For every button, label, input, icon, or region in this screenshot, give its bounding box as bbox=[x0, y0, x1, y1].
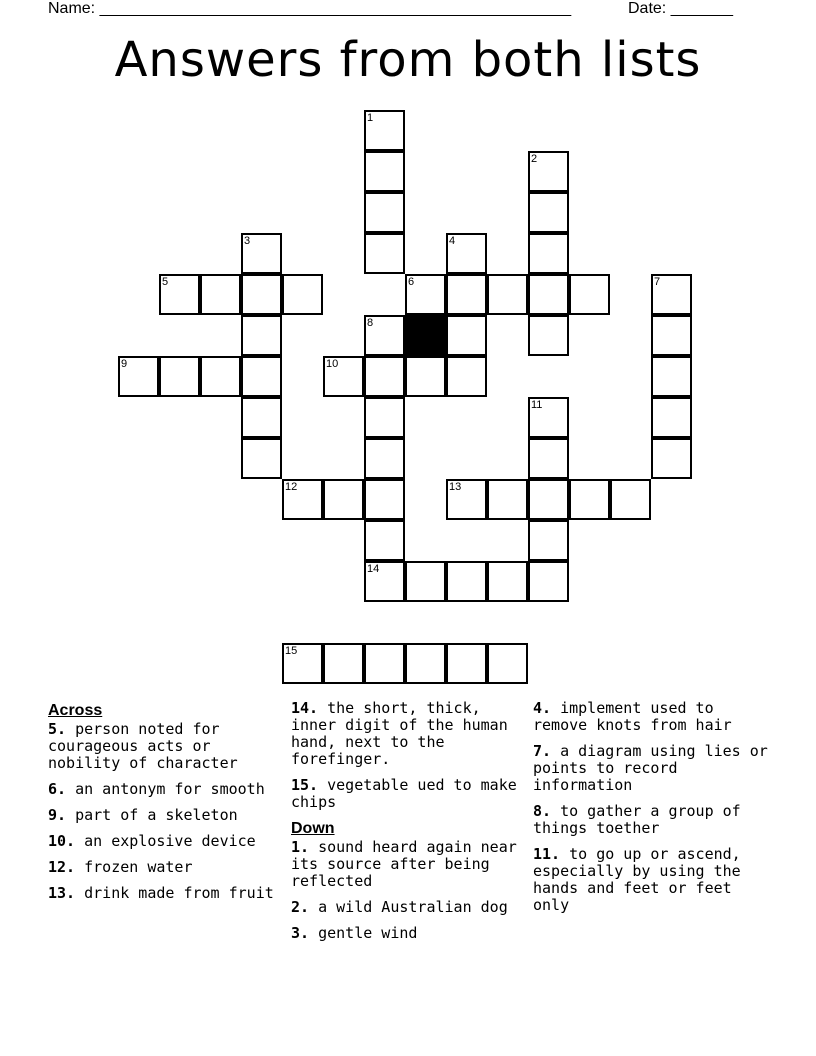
grid-cell[interactable] bbox=[323, 643, 364, 684]
down-clue bbox=[291, 839, 526, 890]
grid-cell[interactable] bbox=[446, 561, 487, 602]
grid-cell[interactable] bbox=[241, 356, 282, 397]
puzzle-title: Answers from both lists bbox=[114, 32, 702, 88]
across-clue bbox=[48, 885, 283, 902]
grid-cell[interactable] bbox=[528, 274, 569, 315]
grid-cell[interactable] bbox=[446, 356, 487, 397]
clue-text: implement used to remove knots from hair bbox=[533, 699, 732, 734]
grid-cell[interactable] bbox=[528, 561, 569, 602]
grid-cell[interactable] bbox=[528, 233, 569, 274]
clue-number: 14 bbox=[367, 563, 380, 575]
clue-number-label: 15. bbox=[291, 776, 319, 794]
clue-number: 10 bbox=[326, 358, 339, 370]
across-clue bbox=[48, 721, 283, 772]
grid-cell[interactable] bbox=[528, 479, 569, 520]
clues-column-3 bbox=[533, 700, 773, 923]
grid-cell[interactable] bbox=[487, 479, 528, 520]
grid-cell[interactable] bbox=[364, 438, 405, 479]
grid-cell[interactable] bbox=[528, 151, 569, 192]
across-clue bbox=[48, 781, 283, 798]
clue-number: 15 bbox=[285, 645, 298, 657]
grid-cell[interactable] bbox=[364, 233, 405, 274]
clue-number-label: 12. bbox=[48, 858, 76, 876]
clue-number: 13 bbox=[449, 481, 462, 493]
grid-cell[interactable] bbox=[651, 274, 692, 315]
clue-number: 8 bbox=[367, 317, 374, 329]
clue-number-label: 13. bbox=[48, 884, 76, 902]
grid-cell[interactable] bbox=[528, 520, 569, 561]
grid-cell[interactable] bbox=[446, 479, 487, 520]
grid-cell[interactable] bbox=[487, 274, 528, 315]
grid-cell[interactable] bbox=[446, 643, 487, 684]
grid-cell[interactable] bbox=[323, 479, 364, 520]
down-clue bbox=[291, 925, 526, 942]
clue-text: sound heard again near its source after being reflected bbox=[291, 838, 517, 890]
grid-cell[interactable] bbox=[364, 643, 405, 684]
grid-cell[interactable] bbox=[364, 315, 405, 356]
clue-number: 12 bbox=[285, 481, 298, 493]
down-clue-list-1 bbox=[291, 839, 526, 942]
across-clue bbox=[48, 833, 283, 850]
clue-number-label: 6. bbox=[48, 780, 67, 798]
grid-cell[interactable] bbox=[569, 274, 610, 315]
grid-cell[interactable] bbox=[528, 315, 569, 356]
grid-cell[interactable] bbox=[446, 274, 487, 315]
down-clue bbox=[533, 743, 773, 794]
clue-number: 4 bbox=[449, 235, 456, 247]
across-clue bbox=[291, 777, 526, 811]
across-clue bbox=[291, 700, 526, 768]
grid-cell[interactable] bbox=[487, 643, 528, 684]
grid-cell[interactable] bbox=[569, 479, 610, 520]
grid-block bbox=[405, 315, 446, 356]
grid-cell[interactable] bbox=[487, 561, 528, 602]
clue-text: frozen water bbox=[75, 858, 193, 876]
clues-column-2 bbox=[291, 700, 526, 951]
clue-number-label: 1. bbox=[291, 838, 310, 856]
down-heading: Down bbox=[291, 820, 335, 837]
clue-number-label: 3. bbox=[291, 924, 310, 942]
grid-cell[interactable] bbox=[364, 479, 405, 520]
grid-cell[interactable] bbox=[405, 356, 446, 397]
grid-cell[interactable] bbox=[159, 356, 200, 397]
grid-cell[interactable] bbox=[528, 192, 569, 233]
clue-text: part of a skeleton bbox=[66, 806, 238, 824]
grid-cell[interactable] bbox=[241, 233, 282, 274]
clue-number-label: 2. bbox=[291, 898, 310, 916]
grid-cell[interactable] bbox=[528, 397, 569, 438]
grid-cell[interactable] bbox=[364, 520, 405, 561]
grid-cell[interactable] bbox=[118, 356, 159, 397]
grid-cell[interactable] bbox=[159, 274, 200, 315]
clue-text: drink made from fruit bbox=[75, 884, 274, 902]
grid-cell[interactable] bbox=[610, 479, 651, 520]
grid-cell[interactable] bbox=[241, 315, 282, 356]
clue-number: 3 bbox=[244, 235, 251, 247]
clue-number-label: 7. bbox=[533, 742, 552, 760]
clue-text: an antonym for smooth bbox=[66, 780, 265, 798]
across-clue-list-2 bbox=[291, 700, 526, 811]
down-clue bbox=[291, 899, 526, 916]
grid-cell[interactable] bbox=[282, 643, 323, 684]
clue-text: person noted for courageous acts or nobility of character bbox=[48, 720, 238, 772]
clue-number-label: 5. bbox=[48, 720, 67, 738]
clue-text: to gather a group of things toether bbox=[533, 802, 741, 837]
across-heading: Across bbox=[48, 702, 103, 719]
clue-text: a diagram using lies or points to record information bbox=[533, 742, 768, 794]
clue-text: to go up or ascend, especially by using the hands and feet or feet only bbox=[533, 845, 741, 914]
grid-cell[interactable] bbox=[446, 233, 487, 274]
clue-number-label: 11. bbox=[533, 845, 561, 863]
down-clue bbox=[533, 846, 773, 914]
clue-number-label: 9. bbox=[48, 806, 67, 824]
down-clue-list-2 bbox=[533, 700, 773, 914]
grid-cell[interactable] bbox=[651, 438, 692, 479]
grid-cell[interactable] bbox=[282, 274, 323, 315]
grid-cell[interactable] bbox=[364, 192, 405, 233]
clue-number: 9 bbox=[121, 358, 128, 370]
date-field-label[interactable]: Date: _______ bbox=[628, 0, 733, 17]
clues-column-1 bbox=[48, 700, 283, 911]
clue-number: 6 bbox=[408, 276, 415, 288]
clue-text: an explosive device bbox=[75, 832, 256, 850]
clue-number-label: 10. bbox=[48, 832, 76, 850]
clue-text: a wild Australian dog bbox=[309, 898, 508, 916]
clue-text: the short, thick, inner digit of the human hand, next to the forefinger. bbox=[291, 699, 508, 768]
clue-number-label: 14. bbox=[291, 699, 319, 717]
down-clue bbox=[533, 700, 773, 734]
grid-cell[interactable] bbox=[200, 356, 241, 397]
across-clue bbox=[48, 807, 283, 824]
clue-text: gentle wind bbox=[309, 924, 418, 942]
grid-cell[interactable] bbox=[651, 397, 692, 438]
clue-number-label: 8. bbox=[533, 802, 552, 820]
name-field-label[interactable]: Name: _____________________________________________________ bbox=[48, 0, 572, 17]
grid-cell[interactable] bbox=[364, 110, 405, 151]
grid-cell[interactable] bbox=[405, 561, 446, 602]
grid-cell[interactable] bbox=[528, 438, 569, 479]
grid-cell[interactable] bbox=[651, 356, 692, 397]
grid-cell[interactable] bbox=[364, 561, 405, 602]
grid-cell[interactable] bbox=[364, 356, 405, 397]
grid-cell[interactable] bbox=[200, 274, 241, 315]
clue-number: 5 bbox=[162, 276, 169, 288]
grid-cell[interactable] bbox=[241, 397, 282, 438]
grid-cell[interactable] bbox=[405, 643, 446, 684]
grid-cell[interactable] bbox=[651, 315, 692, 356]
grid-cell[interactable] bbox=[241, 438, 282, 479]
grid-cell[interactable] bbox=[364, 397, 405, 438]
clue-text: vegetable ued to make chips bbox=[291, 776, 517, 811]
grid-cell[interactable] bbox=[364, 151, 405, 192]
across-clue-list-1 bbox=[48, 721, 283, 902]
clue-number: 2 bbox=[531, 153, 538, 165]
grid-cell[interactable] bbox=[323, 356, 364, 397]
across-clue bbox=[48, 859, 283, 876]
clue-number: 11 bbox=[531, 399, 543, 411]
grid-cell[interactable] bbox=[282, 479, 323, 520]
grid-cell[interactable] bbox=[241, 274, 282, 315]
grid-cell[interactable] bbox=[405, 274, 446, 315]
clue-number: 1 bbox=[367, 112, 374, 124]
grid-cell[interactable] bbox=[446, 315, 487, 356]
clue-number: 7 bbox=[654, 276, 661, 288]
clue-number-label: 4. bbox=[533, 699, 552, 717]
down-clue bbox=[533, 803, 773, 837]
